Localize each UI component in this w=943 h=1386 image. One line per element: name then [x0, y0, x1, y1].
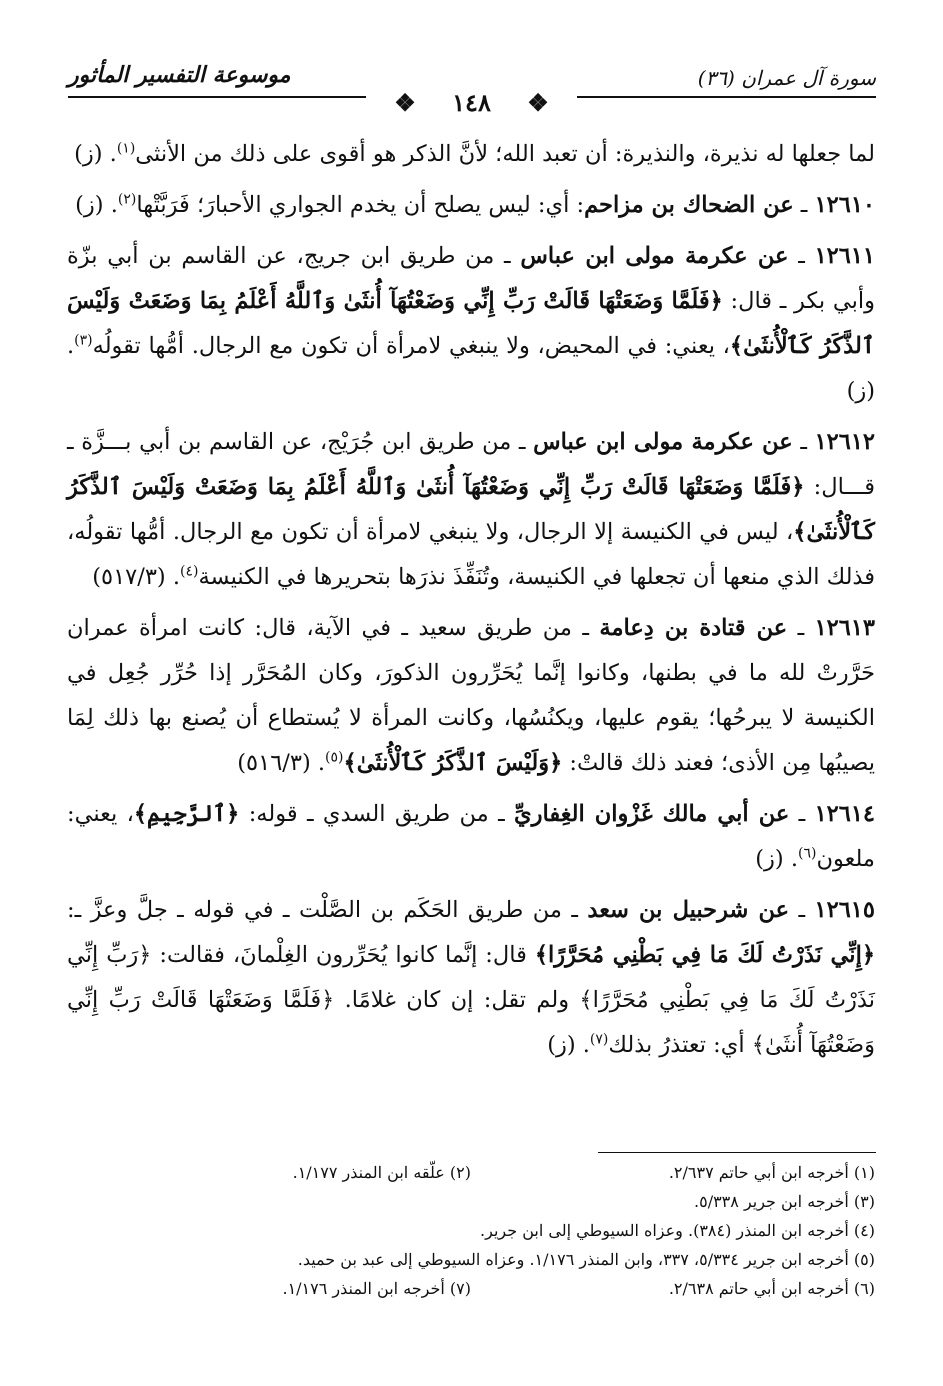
- source-mark: . (ز): [547, 1032, 590, 1058]
- entry: ١٢٦١٥ ـ عن شرحبيل بن سعد ـ من طريق الحَكَم بن الصَّلْت ـ في قوله ـ جلَّ وعزَّ ـ: ﴿إِنِّي نَذَرْتُ لَكَ مَا فِي بَطْنِي مُحَرَّرًا﴾ قال: إنَّما كانوا يُحَرِّرون الغِلْمانَ، فقالت: ﴿رَبِّ إِنِّي نَذَرْتُ لَكَ مَا فِي بَطْنِي مُحَرَّرًا﴾ ولم تقل: إن كان غلامًا. ﴿فَلَمَّا وَضَعَتْهَا قَالَتْ رَبِّ إِنِّي وَضَعْتُهَآ أُنثَىٰ﴾ أي: تعتذرُ بذلك$^{(٧)}$. (ز): [67, 897, 875, 1058]
- footnotes: [67, 1158, 875, 1303]
- entry-number: ١٢٦١٤: [814, 801, 875, 827]
- page-number: ١٤٨: [438, 88, 505, 117]
- entry-text: ، يعني: ملعون: [67, 801, 875, 872]
- source-mark: . (ز): [67, 333, 875, 404]
- page-number-band: [0, 88, 943, 117]
- entry-number: ١٢٦١٥: [814, 897, 875, 923]
- footnote-ref: (٤): [180, 563, 199, 580]
- quran-verse: ﴿وَلَيْسَ ٱلذَّكَرُ كَٱلْأُنثَىٰ﴾: [343, 750, 563, 776]
- narrator-name: عن عكرمة مولى ابن عباس: [520, 243, 789, 269]
- footnote: (٧) أخرجه ابن المنذر ١/١٧٦.: [282, 1279, 471, 1298]
- footnote-ref: (١): [116, 140, 136, 157]
- source-mark: . (ز): [74, 141, 117, 167]
- entry: ١٢٦١٠ ـ عن الضحاك بن مزاحم: أي: ليس يصلح أن يخدم الجواري الأحبارَ؛ فَرَبَّتْها$^{(٢)}$. (ز): [75, 191, 875, 218]
- footnote: (١) أخرجه ابن أبي حاتم ٢/٦٣٧.: [668, 1163, 875, 1182]
- entry-number: ١٢٦١١: [814, 243, 875, 269]
- chain-text: ـ من طريق الحَكَم بن الصَّلْت ـ في قوله ـ جلَّ وعزَّ ـ:: [67, 897, 588, 923]
- quran-verse: ﴿فَلَمَّا وَضَعَتْهَا قَالَتْ رَبِّ إِنِّي وَضَعْتُهَآ أُنثَىٰ وَٱللَّهُ أَعْلَمُ بِمَا وَضَعَتْ وَلَيْسَ ٱلذَّكَرُ كَٱلْأُنثَىٰ﴾: [67, 474, 875, 545]
- chain-text: ـ من طريق ابن جُرَيْج، عن القاسم بن أبي بـــزَّة ـ قـــال:: [67, 429, 875, 500]
- footnote-row: [67, 1274, 875, 1303]
- footnote-rule: [598, 1152, 876, 1153]
- footnote-ref: (٣): [74, 332, 93, 349]
- footnote: (٢) علّقه ابن المنذر ١/١٧٧.: [292, 1163, 471, 1182]
- entry: ١٢٦١٢ ـ عن عكرمة مولى ابن عباس ـ من طريق ابن جُرَيْج، عن القاسم بن أبي بـــزَّة ـ قـــال: ﴿فَلَمَّا وَضَعَتْهَا قَالَتْ رَبِّ إِنِّي وَضَعْتُهَآ أُنثَىٰ وَٱللَّهُ أَعْلَمُ بِمَا وَضَعَتْ وَلَيْسَ ٱلذَّكَرُ كَٱلْأُنثَىٰ﴾، ليس في الكنيسة إلا الرجال، ولا ينبغي لامرأة أن تكون مع الرجال. أمُّها تقولُه، فذلك الذي منعها أن تجعلها في الكنيسة، وتُنَفِّذَ نذرَها بتحريرها في الكنيسة$^{(٤)}$. (٥١٧/٣): [67, 429, 875, 590]
- narrator-name: عن أبي مالك غَزْوان الغِفاريِّ: [514, 801, 790, 827]
- ornament-icon: ❖: [380, 88, 430, 117]
- entry-number: ١٢٦١٣: [814, 615, 875, 641]
- quran-verse: ﴿فَلَمَّا وَضَعَتْهَا قَالَتْ رَبِّ إِنِّي وَضَعْتُهَآ أُنثَىٰ وَٱللَّهُ أَعْلَمُ بِمَا وَضَعَتْ وَلَيْسَ ٱلذَّكَرُ كَٱلْأُنثَىٰ﴾: [67, 288, 875, 359]
- ornament-icon: ❖: [513, 88, 563, 117]
- source-mark: . (٥١٧/٣): [92, 564, 180, 590]
- source-mark: . (ز): [755, 846, 799, 872]
- narrator-name: عن قتادة بن دِعامة: [599, 615, 788, 641]
- footnote-row: [67, 1216, 875, 1245]
- entry: ١٢٦١٤ ـ عن أبي مالك غَزْوان الغِفاريِّ ـ من طريق السدي ـ قوله: ﴿ٱلرَّجِيمِ﴾، يعني: ملعون$^{(٦)}$. (ز): [67, 801, 875, 872]
- footnote: (٤) أخرجه ابن المنذر (٣٨٤). وعزاه السيوطي إلى ابن جرير.: [480, 1221, 875, 1240]
- footnote-ref: (٥): [325, 749, 344, 766]
- entry-text: ، ليس في الكنيسة إلا الرجال، ولا ينبغي لامرأة أن تكون مع الرجال. أمُّها تقولُه، فذلك الذي منعها أن تجعلها في الكنيسة، وتُنَفِّذَ نذرَها بتحريرها في الكنيسة: [67, 519, 875, 590]
- narrator-name: عن عكرمة مولى ابن عباس: [533, 429, 793, 455]
- entry-number: ١٢٦١٢: [814, 429, 875, 455]
- entry: ١٢٦١٣ ـ عن قتادة بن دِعامة ـ من طريق سعيد ـ في الآية، قال: كانت امرأة عمران حَرَّرتْ لله ما في بطنها، وكانوا إنَّما يُحَرِّرون الذكورَ، وكان المُحَرَّر إذا حُرِّر جُعِل في الكنيسة لا يبرحُها؛ يقوم عليها، ويكنُسُها، وكانت المرأة لا يُستطاع أن يُصنع بها ذلك لِمَا يصيبُها مِن الأذى؛ فعند ذلك قالتْ: ﴿وَلَيْسَ ٱلذَّكَرُ كَٱلْأُنثَىٰ﴾$^{(٥)}$. (٥١٦/٣): [67, 615, 875, 776]
- entry-continuation: [67, 132, 875, 177]
- entry-text: : أي: ليس يصلح أن يخدم الجواري الأحبارَ؛ فَرَبَّتْها: [136, 192, 585, 218]
- surah-title: سورة آل عمران (٣٦): [697, 66, 876, 90]
- source-mark: . (٥١٦/٣): [237, 750, 326, 776]
- footnote: (٣) أخرجه ابن جرير ٥/٣٣٨.: [694, 1192, 875, 1211]
- footnote-ref: (٢): [117, 191, 137, 208]
- footnote-row: [67, 1187, 875, 1216]
- main-text: [67, 132, 875, 1074]
- entry-text: لما جعلها له نذيرة، والنذيرة: أن تعبد الله؛ لأنَّ الذكر هو أقوى على ذلك من الأنثى: [135, 141, 875, 167]
- entry-number: ١٢٦١٠: [814, 192, 875, 218]
- narrator-name: عن الضحاك بن مزاحم: [584, 192, 794, 218]
- entry-text: ، يعني: في المحيض، ولا ينبغي لامرأة أن تكون مع الرجال. أمُّها تقولُه: [92, 333, 730, 359]
- book-title: موسوعة التفسير المأثور: [68, 62, 291, 88]
- entry-text: قال: إنَّما كانوا يُحَرِّرون الغِلْمانَ، فقالت: ﴿رَبِّ إِنِّي نَذَرْتُ لَكَ مَا فِي بَطْنِي مُحَرَّرًا﴾ ولم تقل: إن كان غلامًا. ﴿فَلَمَّا وَضَعَتْهَا قَالَتْ رَبِّ إِنِّي وَضَعْتُهَآ أُنثَىٰ﴾ أي: تعتذرُ بذلك: [67, 942, 875, 1058]
- narrator-name: عن شرحبيل بن سعد: [587, 897, 790, 923]
- footnote: (٥) أخرجه ابن جرير ٥/٣٣٤، ٣٣٧، وابن المنذر ١/١٧٦. وعزاه السيوطي إلى عبد بن حميد.: [297, 1250, 875, 1269]
- footnote-ref: (٧): [589, 1031, 609, 1048]
- footnote-row: [67, 1245, 875, 1274]
- quran-verse: ﴿إِنِّي نَذَرْتُ لَكَ مَا فِي بَطْنِي مُحَرَّرًا﴾: [534, 942, 875, 968]
- chain-text: ـ من طريق السدي ـ قوله:: [239, 801, 515, 827]
- footnote-ref: (٦): [798, 845, 817, 862]
- source-mark: . (ز): [75, 192, 118, 218]
- footnote-row: [67, 1158, 875, 1187]
- quran-verse: ﴿ٱلرَّجِيمِ﴾: [133, 801, 240, 827]
- chain-text: ـ من طريق سعيد ـ في الآية، قال: كانت امرأة عمران حَرَّرتْ لله ما في بطنها، وكانوا إنَّما يُحَرِّرون الذكورَ، وكان المُحَرَّر إذا حُرِّر جُعِل في الكنيسة لا يبرحُها؛ يقوم عليها، ويكنُسُها، وكانت المرأة لا يُستطاع أن يُصنع بها ذلك لِمَا يصيبُها مِن الأذى؛ فعند ذلك قالتْ:: [67, 615, 875, 776]
- chain-text: ـ من طريق ابن جريج، عن القاسم بن أبي بزّة وأبي بكر ـ قال:: [67, 243, 875, 314]
- page-number-wrap: [366, 88, 576, 117]
- footnote: (٦) أخرجه ابن أبي حاتم ٢/٦٣٨.: [668, 1279, 875, 1298]
- entry: ١٢٦١١ ـ عن عكرمة مولى ابن عباس ـ من طريق ابن جريج، عن القاسم بن أبي بزّة وأبي بكر ـ قال: ﴿فَلَمَّا وَضَعَتْهَا قَالَتْ رَبِّ إِنِّي وَضَعْتُهَآ أُنثَىٰ وَٱللَّهُ أَعْلَمُ بِمَا وَضَعَتْ وَلَيْسَ ٱلذَّكَرُ كَٱلْأُنثَىٰ﴾، يعني: في المحيض، ولا ينبغي لامرأة أن تكون مع الرجال. أمُّها تقولُه$^{(٣)}$. (ز): [67, 243, 875, 404]
